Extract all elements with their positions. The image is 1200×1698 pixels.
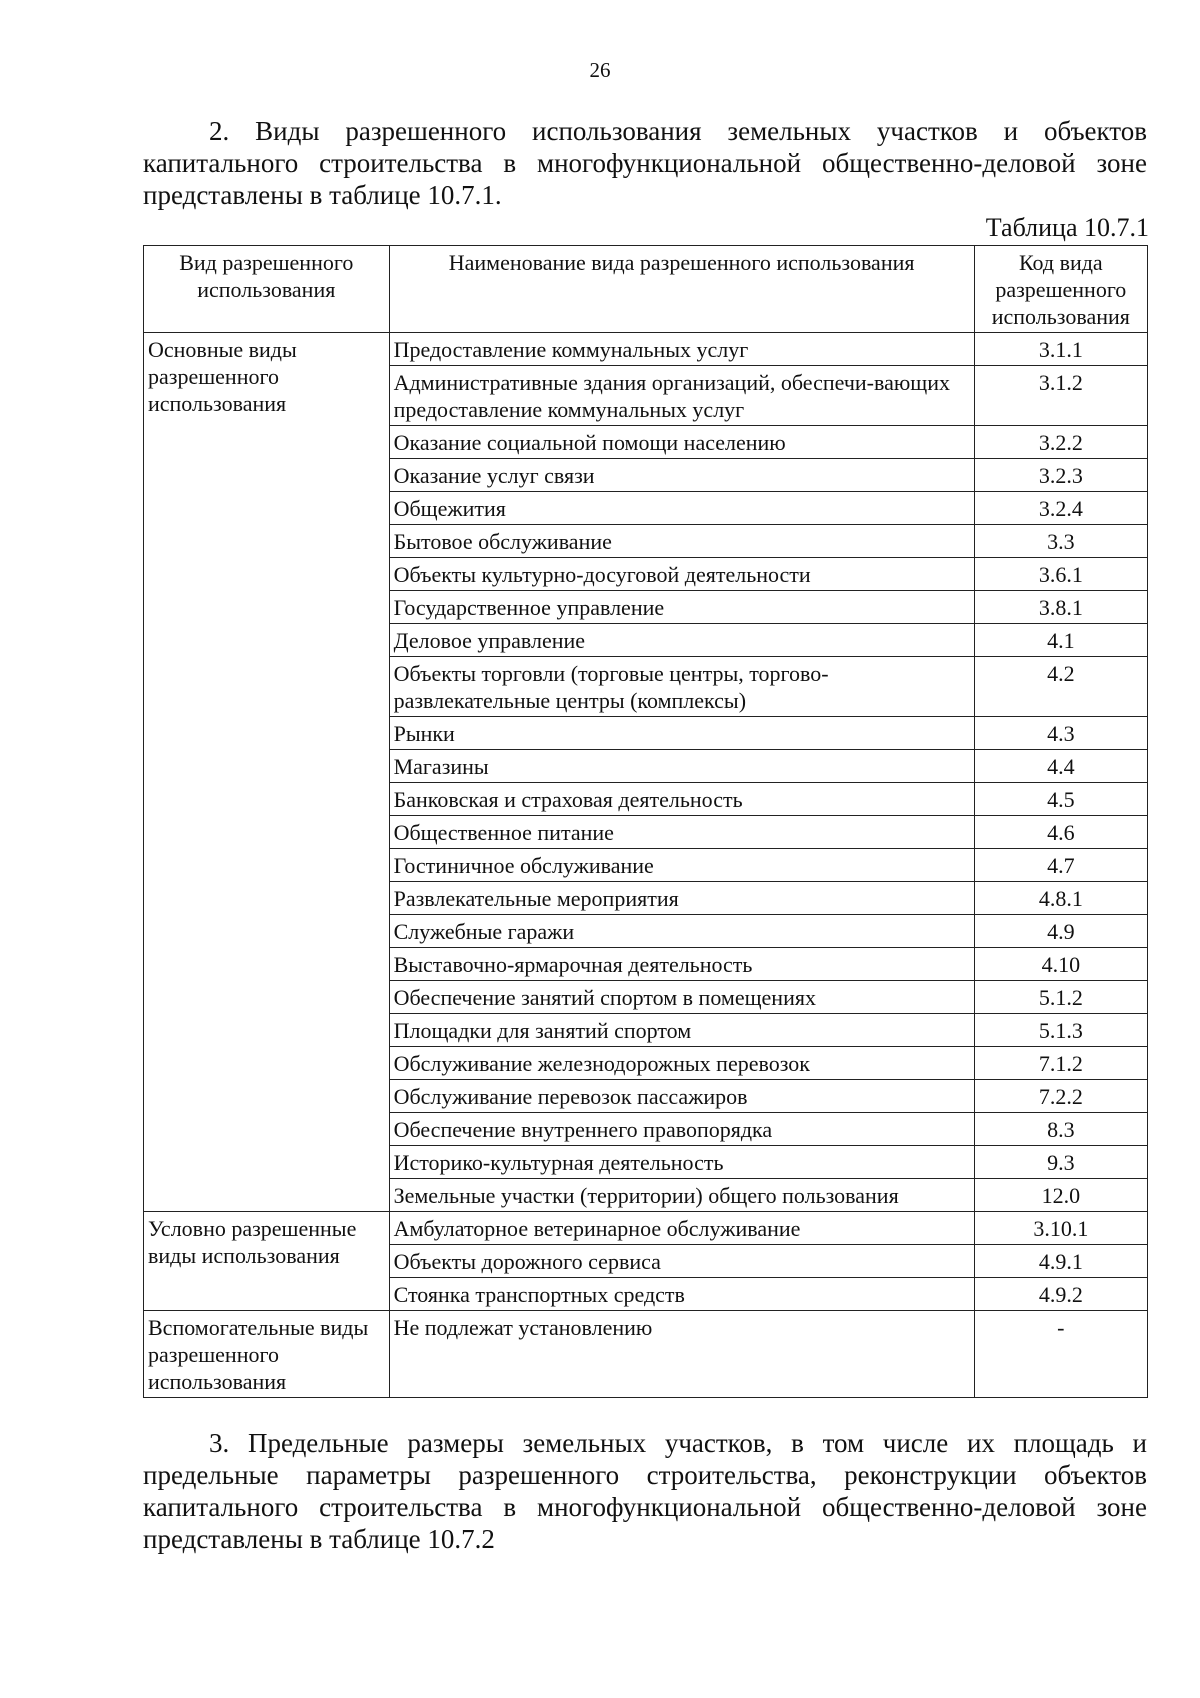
use-code-cell: 3.2.3	[974, 459, 1147, 492]
closing-paragraph-text: 3. Предельные размеры земельных участков, в том числе их площадь и предельные параметры разрешенного строительства, реконструкции объектов капитального строительства в многофункциональной общественно-деловой зоне представлены в таблице 10.7.2	[143, 1428, 1147, 1554]
use-code-cell: 3.2.2	[974, 426, 1147, 459]
use-code-cell: 3.10.1	[974, 1212, 1147, 1245]
use-code-cell: 9.3	[974, 1146, 1147, 1179]
use-name-cell: Стоянка транспортных средств	[389, 1278, 974, 1311]
use-code-cell: 4.7	[974, 849, 1147, 882]
header-use-type: Вид разрешенного использования	[144, 246, 390, 333]
use-code-cell: 5.1.3	[974, 1014, 1147, 1047]
use-code-cell: 7.1.2	[974, 1047, 1147, 1080]
use-name-cell: Обслуживание железнодорожных перевозок	[389, 1047, 974, 1080]
use-name-cell: Площадки для занятий спортом	[389, 1014, 974, 1047]
table-row	[144, 333, 1148, 366]
use-code-cell: 4.9.2	[974, 1278, 1147, 1311]
use-code-cell: 4.4	[974, 750, 1147, 783]
use-name-cell: Обеспечение занятий спортом в помещениях	[389, 981, 974, 1014]
use-name-cell: Выставочно-ярмарочная деятельность	[389, 948, 974, 981]
use-code-cell: 4.9	[974, 915, 1147, 948]
use-name-cell: Объекты дорожного сервиса	[389, 1245, 974, 1278]
use-name-cell: Не подлежат установлению	[389, 1311, 974, 1398]
use-name-cell: Объекты культурно-досуговой деятельности	[389, 558, 974, 591]
use-name-cell: Магазины	[389, 750, 974, 783]
table-caption: Таблица 10.7.1	[985, 213, 1149, 242]
table-row	[144, 1212, 1148, 1245]
use-code-cell: 4.1	[974, 624, 1147, 657]
use-name-cell: Административные здания организаций, обеспечи-вающих предоставление коммунальных услуг	[389, 366, 974, 426]
use-code-cell: 3.3	[974, 525, 1147, 558]
use-name-cell: Обеспечение внутреннего правопорядка	[389, 1113, 974, 1146]
use-name-cell: Общественное питание	[389, 816, 974, 849]
use-code-cell: 4.6	[974, 816, 1147, 849]
use-name-cell: Государственное управление	[389, 591, 974, 624]
header-use-code: Код вида разрешенного использования	[974, 246, 1147, 333]
use-code-cell: 3.1.1	[974, 333, 1147, 366]
use-name-cell: Развлекательные мероприятия	[389, 882, 974, 915]
use-name-cell: Объекты торговли (торговые центры, торгово-развлекательные центры (комплексы)	[389, 657, 974, 717]
use-code-cell: 4.8.1	[974, 882, 1147, 915]
use-name-cell: Обслуживание перевозок пассажиров	[389, 1080, 974, 1113]
use-name-cell: Служебные гаражи	[389, 915, 974, 948]
use-code-cell: 4.2	[974, 657, 1147, 717]
use-code-cell: 7.2.2	[974, 1080, 1147, 1113]
use-code-cell: 12.0	[974, 1179, 1147, 1212]
use-code-cell: 3.8.1	[974, 591, 1147, 624]
use-group-label: Вспомогательные виды разрешенного использования	[144, 1311, 390, 1398]
use-code-cell: 4.9.1	[974, 1245, 1147, 1278]
use-code-cell: 3.1.2	[974, 366, 1147, 426]
table-row	[144, 1311, 1148, 1398]
permitted-use-table	[143, 245, 1148, 1398]
table-body	[144, 333, 1148, 1398]
use-name-cell: Банковская и страховая деятельность	[389, 783, 974, 816]
use-group-label: Основные виды разрешенного использования	[144, 333, 390, 1212]
page-number: 26	[589, 58, 611, 82]
use-code-cell: 4.10	[974, 948, 1147, 981]
use-code-cell: 8.3	[974, 1113, 1147, 1146]
use-code-cell: 3.2.4	[974, 492, 1147, 525]
use-name-cell: Амбулаторное ветеринарное обслуживание	[389, 1212, 974, 1245]
use-name-cell: Гостиничное обслуживание	[389, 849, 974, 882]
use-name-cell: Оказание социальной помощи населению	[389, 426, 974, 459]
use-code-cell: 4.5	[974, 783, 1147, 816]
use-name-cell: Историко-культурная деятельность	[389, 1146, 974, 1179]
use-group-label: Условно разрешенные виды использования	[144, 1212, 390, 1311]
use-name-cell: Предоставление коммунальных услуг	[389, 333, 974, 366]
use-name-cell: Рынки	[389, 717, 974, 750]
use-code-cell: 5.1.2	[974, 981, 1147, 1014]
use-code-cell: 4.3	[974, 717, 1147, 750]
use-name-cell: Оказание услуг связи	[389, 459, 974, 492]
use-code-cell: 3.6.1	[974, 558, 1147, 591]
use-name-cell: Общежития	[389, 492, 974, 525]
use-name-cell: Бытовое обслуживание	[389, 525, 974, 558]
closing-paragraph	[143, 1427, 1147, 1555]
use-name-cell: Деловое управление	[389, 624, 974, 657]
use-code-cell: -	[974, 1311, 1147, 1398]
table-header-row	[144, 246, 1148, 333]
intro-paragraph	[143, 115, 1147, 211]
intro-paragraph-text: 2. Виды разрешенного использования земельных участков и объектов капитального строительства в многофункциональной общественно-деловой зоне представлены в таблице 10.7.1.	[143, 116, 1147, 210]
use-name-cell: Земельные участки (территории) общего пользования	[389, 1179, 974, 1212]
header-use-name: Наименование вида разрешенного использования	[389, 246, 974, 333]
